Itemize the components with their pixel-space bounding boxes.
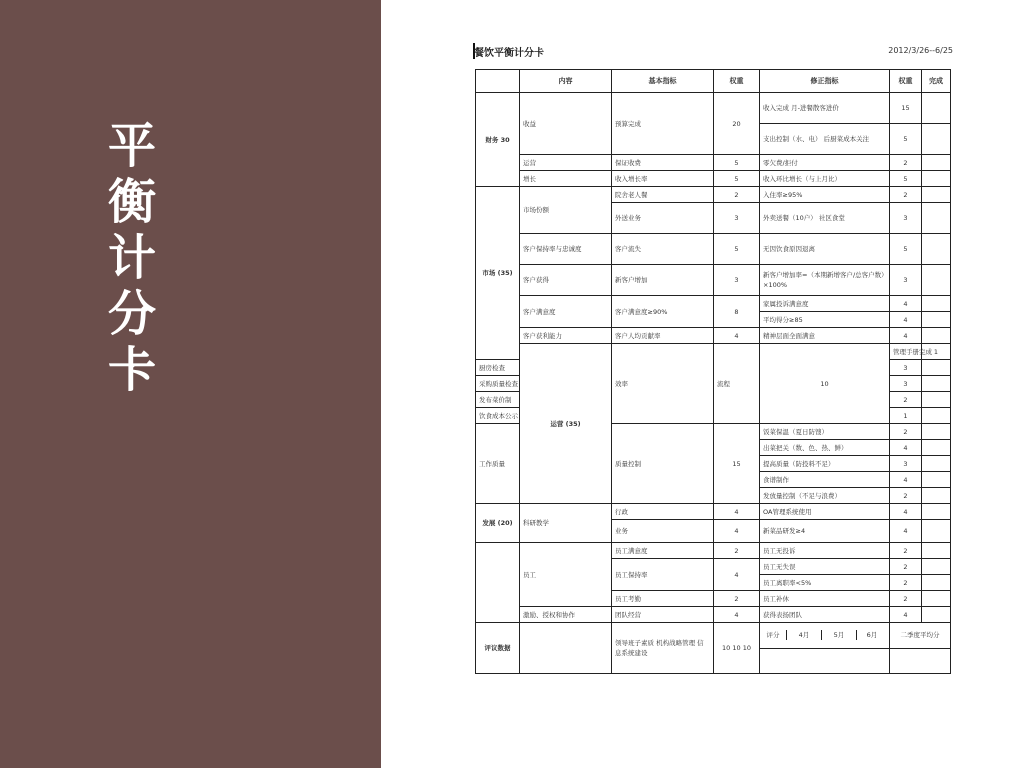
cell: 1 [922,344,951,360]
cell: 4 [890,607,922,623]
cell: 5 [890,124,922,155]
cell: 增长 [520,171,612,187]
cell: 提高质量（防投料不足） [760,456,890,472]
cell: 无因饮食原因退离 [760,234,890,265]
cell: 保证收费 [612,155,714,171]
cell: 收入增长率 [612,171,714,187]
cell: 2 [890,424,922,440]
title-char: 平 [107,118,156,174]
eval-months [760,623,890,649]
section-eval: 评议数据 [476,623,520,674]
eval-may: 5月 [821,630,856,640]
cell: 新客户增加率=（本期新增客户/总客户数）×100% [760,265,890,296]
cell: 3 [890,376,922,392]
eval-score-label: 评分 [766,631,780,640]
cell [922,203,951,234]
cell: 员工 [520,543,612,607]
cell [922,124,951,155]
table-row [476,543,951,559]
scorecard-table [475,69,951,674]
cell: 预算完成 [612,93,714,155]
cell: 科研教学 [520,504,612,543]
cell: 家属投诉满意度 [760,296,890,312]
cell: 2 [890,591,922,607]
cell: 运营 [520,155,612,171]
table-row [476,93,951,124]
cell: 15 [714,424,760,504]
cell [922,360,951,376]
cell: 员工满意度 [612,543,714,559]
cell [520,623,612,674]
title-char: 衡 [107,174,156,230]
table-row [476,187,951,203]
cell [922,472,951,488]
section-ops: 运营 (35) [520,344,612,504]
slide-title [100,118,164,398]
cell [922,328,951,344]
cell: 入住率≥95% [760,187,890,203]
cell: 4 [714,504,760,520]
cell: 领导班子素质 机构战略管理 信息系统建设 [612,623,714,674]
cell [922,607,951,623]
cell: 员工无失误 [760,559,890,575]
cell [922,312,951,328]
cell: 3 [890,265,922,296]
section-finance: 财务 30 [476,93,520,187]
cell: 4 [890,472,922,488]
cell: 客户流失 [612,234,714,265]
header-cell: 权重 [890,70,922,93]
table-row [476,504,951,520]
cell: 5 [714,234,760,265]
cell: 支出控制（水、电） 后厨菜成本关注 [760,124,890,155]
cell: 收入环比增长（与上月比） [760,171,890,187]
table-row [476,296,951,312]
cell [922,408,951,424]
cell: 8 [714,296,760,328]
table-row [476,155,951,171]
header-cell: 基本指标 [612,70,714,93]
cell: 厨房检查 [476,360,520,376]
cell [922,93,951,124]
cell [922,187,951,203]
cell: 新客户增加 [612,265,714,296]
cell: 业务 [612,520,714,543]
cell [922,296,951,312]
cell: 食谱制作 [760,472,890,488]
cell [922,456,951,472]
cell [922,171,951,187]
cell: 2 [714,543,760,559]
table-row [476,328,951,344]
cell: 2 [890,543,922,559]
cell: 出菜把关（数、色、热、鲜） [760,440,890,456]
doc-title: 餐饮平衡计分卡 [474,48,544,59]
cell: 1 [890,408,922,424]
cell: 3 [714,203,760,234]
cell: 客户保持率与忠诚度 [520,234,612,265]
header-cell: 权重 [714,70,760,93]
cell: 4 [714,559,760,591]
cell: 5 [890,234,922,265]
cell: OA管理系统使用 [760,504,890,520]
cell: 新菜品研发≥4 [760,520,890,543]
cell [922,520,951,543]
cell [922,392,951,408]
cell: 5 [714,155,760,171]
cell [922,488,951,504]
cell: 4 [890,328,922,344]
cell: 效率 [612,344,714,424]
cell: 采购质量检查 [476,376,520,392]
cell: 5 [890,171,922,187]
cell: 3 [890,456,922,472]
cell: 5 [714,171,760,187]
cell [922,591,951,607]
cell: 10 [760,344,890,424]
header-cell: 完成 [922,70,951,93]
header-cell: 内容 [520,70,612,93]
title-char: 卡 [107,342,156,398]
cell: 饮食成本公示 [476,408,520,424]
cell [922,155,951,171]
cell: 20 [714,93,760,155]
cell: 员工补休 [760,591,890,607]
cell: 2 [714,591,760,607]
table-row [476,623,951,649]
cell: 客户获得 [520,265,612,296]
cell: 饭菜保温（夏日防馊） [760,424,890,440]
table-header-row [476,70,951,93]
cell: 收益 [520,93,612,155]
cell: 4 [890,520,922,543]
cell: 员工离职率<5% [760,575,890,591]
section-growth: 发展 (20) [476,504,520,543]
cell: 2 [890,155,922,171]
cell: 10 10 10 [714,623,760,674]
cell: 院舍老人餐 [612,187,714,203]
cell: 平均得分≥85 [760,312,890,328]
cell: 激励、授权和协作 [520,607,612,623]
title-char: 分 [107,286,156,342]
cell: 二季度平均分 [890,623,951,649]
cell: 4 [890,296,922,312]
doc-date: 2012/3/26--6/25 [888,46,953,55]
cell [890,648,951,674]
cell: 2 [890,559,922,575]
eval-apr: 4月 [786,630,821,640]
cell: 15 [890,93,922,124]
cell [922,543,951,559]
eval-jun: 6月 [856,630,887,640]
cell: 工作质量 [476,424,520,504]
cell: 员工保持率 [612,559,714,591]
cell: 管理手册完成 [890,344,922,360]
cell: 2 [890,488,922,504]
cell: 行政 [612,504,714,520]
cell: 外送业务 [612,203,714,234]
cell: 流程 [714,344,760,424]
cell: 精神层面全面满意 [760,328,890,344]
table-row [476,234,951,265]
cell: 2 [890,187,922,203]
cell: 团队经营 [612,607,714,623]
cell: 客户获利能力 [520,328,612,344]
cell: 4 [714,328,760,344]
cell: 获得表扬团队 [760,607,890,623]
cell: 发放量控制（不足与浪费） [760,488,890,504]
cell [922,504,951,520]
cell: 发布菜价制 [476,392,520,408]
cell: 员工无投诉 [760,543,890,559]
cell [922,440,951,456]
cell: 客户满意度 [520,296,612,328]
cell [922,424,951,440]
table-row [476,171,951,187]
cell: 3 [890,360,922,376]
cell: 外卖送餐（10户） 社区食堂 [760,203,890,234]
cell [922,575,951,591]
cell: 客户满意度≥90% [612,296,714,328]
cell [760,648,890,674]
cell [922,559,951,575]
cell: 2 [890,392,922,408]
cell: 零欠费/拒付 [760,155,890,171]
header-cell [476,70,520,93]
cell: 4 [890,504,922,520]
cell: 员工考勤 [612,591,714,607]
section-market: 市场 (35) [476,187,520,360]
cell: 收入完成 月-进餐散客进价 [760,93,890,124]
table-row [476,344,951,360]
document-image [470,40,965,730]
header-cell: 修正指标 [760,70,890,93]
cell [476,543,520,623]
cell: 4 [890,312,922,328]
title-char: 计 [107,230,156,286]
slide-sidebar [0,0,381,768]
table-row [476,607,951,623]
cell: 客户人均贡献率 [612,328,714,344]
cell [922,265,951,296]
cell: 2 [890,575,922,591]
cell [922,376,951,392]
table-row [476,265,951,296]
cell: 4 [714,607,760,623]
cell: 3 [890,203,922,234]
cell: 3 [714,265,760,296]
cell: 2 [714,187,760,203]
cell [922,234,951,265]
cell: 质量控制 [612,424,714,504]
cell: 4 [714,520,760,543]
cell: 4 [890,440,922,456]
cell: 市场份额 [520,187,612,234]
